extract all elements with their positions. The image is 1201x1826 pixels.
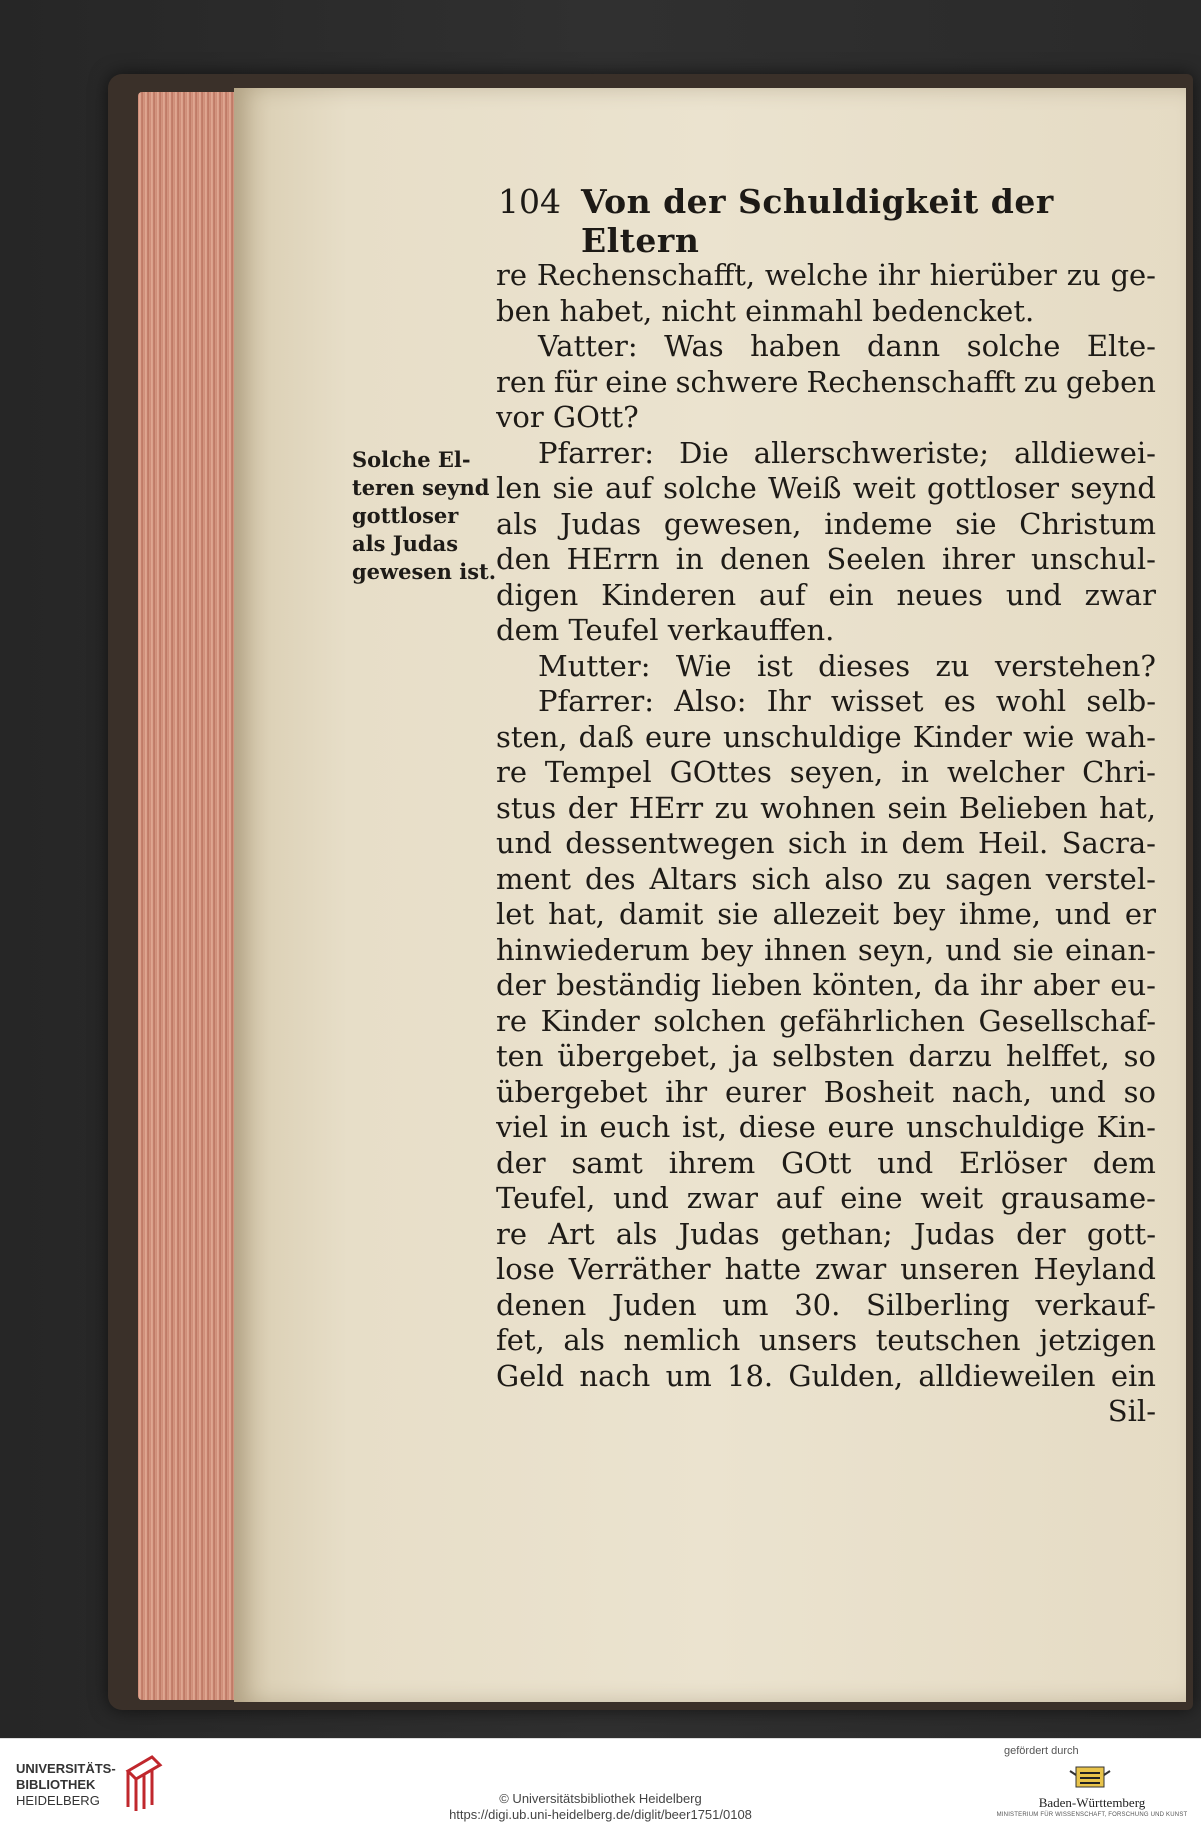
text-line: re Tempel GOttes seyen, in welcher Chri-	[496, 755, 1156, 789]
text-line: lose Verräther hatte zwar unseren Heyland	[496, 1252, 1156, 1286]
text-line: Geld nach um 18. Gulden, alldieweilen ein	[496, 1358, 1156, 1393]
margin-note-line: gottloser	[352, 503, 459, 528]
text-line: vor GOtt?	[496, 400, 639, 434]
text-line: ment des Altars sich also zu sagen verstel-	[496, 861, 1156, 896]
main-text	[496, 258, 1156, 1430]
text-line: viel in euch ist, diese eure unschuldige Kin-	[496, 1110, 1156, 1144]
text-line: der beständig lieben könten, da ihr aber eu-	[496, 968, 1156, 1002]
library-name-line-1: UNIVERSITÄTS-	[16, 1761, 116, 1776]
margin-note-line: teren seynd	[352, 475, 490, 500]
text-line: hinwiederum bey ihnen seyn, und sie einan-	[496, 932, 1156, 967]
text-line: denen Juden um 30. Silberling verkauf-	[496, 1287, 1156, 1322]
running-head: Von der Schuldigkeit der Eltern	[581, 182, 1054, 260]
text-line: Pfarrer: Also: Ihr wisset es wohl selb-	[538, 684, 1156, 718]
text-line: Teufel, und zwar auf eine weit grausame-	[496, 1181, 1156, 1215]
copyright-notice: © Universitätsbibliothek Heidelberg	[499, 1791, 702, 1806]
text-line: let hat, damit sie allezeit bey ihme, und er	[496, 897, 1156, 931]
page-edges	[138, 92, 234, 1700]
text-line: Mutter: Wie ist dieses zu verstehen?	[538, 648, 1156, 683]
text-line: und dessentwegen sich in dem Heil. Sacra-	[496, 826, 1156, 860]
page-url[interactable]: https://digi.ub.uni-heidelberg.de/diglit/beer1751/0108	[449, 1807, 752, 1822]
text-line: den HErrn in denen Seelen ihrer unschul-	[496, 542, 1156, 576]
text-line: re Art als Judas gethan; Judas der gott-	[496, 1216, 1156, 1251]
text-line: Pfarrer: Die allerschweriste; alldiewei-	[538, 435, 1156, 470]
text-line: übergebet ihr eurer Bosheit nach, und so	[496, 1074, 1156, 1109]
text-line: als Judas gewesen, indeme sie Christum	[496, 506, 1156, 541]
margin-note-line: Solche El-	[352, 447, 471, 472]
text-line: ben habet, nicht einmahl bedencket.	[496, 293, 1035, 328]
text-line: der samt ihrem GOtt und Erlöser dem	[496, 1145, 1156, 1180]
sponsor-name: Baden-Württemberg	[1038, 1795, 1146, 1810]
text-line: ren für eine schwere Rechenschafft zu geben	[496, 364, 1156, 399]
footer-bar	[0, 1738, 1201, 1826]
margin-note-line: als Judas	[352, 531, 459, 556]
margin-note	[352, 446, 502, 586]
text-line: digen Kinderen auf ein neues und zwar	[496, 577, 1156, 612]
page-header	[498, 182, 1128, 260]
text-line: len sie auf solche Weiß weit gottloser seynd	[496, 471, 1156, 505]
text-line: re Rechenschafft, welche ihr hierüber zu ge-	[496, 258, 1156, 292]
library-name-line-2: BIBLIOTHEK	[16, 1777, 96, 1792]
text-line: sten, daß eure unschuldige Kinder wie wah-	[496, 719, 1156, 754]
sponsor-ministry: MINISTERIUM FÜR WISSENSCHAFT, FORSCHUNG UND KUNST	[996, 1812, 1188, 1818]
baden-wuerttemberg-crest-icon[interactable]	[1068, 1763, 1112, 1791]
text-line: fet, als nemlich unsers teutschen jetzigen	[496, 1323, 1156, 1357]
margin-note-line: gewesen ist.	[352, 559, 497, 584]
text-line: stus der HErr zu wohnen sein Belieben hat,	[496, 790, 1156, 825]
text-line: ten übergebet, ja selbsten darzu helffet, so	[496, 1039, 1156, 1073]
text-line: dem Teufel verkauffen.	[496, 613, 835, 647]
library-name-line-3: HEIDELBERG	[16, 1793, 100, 1808]
text-line: re Kinder solchen gefährlichen Gesellschaf-	[496, 1003, 1156, 1038]
sponsor-label: gefördert durch	[1004, 1745, 1079, 1757]
page-number: 104	[498, 182, 561, 221]
text-line: Vatter: Was haben dann solche Elte-	[538, 329, 1156, 363]
text-line: Sil-	[1107, 1394, 1156, 1428]
